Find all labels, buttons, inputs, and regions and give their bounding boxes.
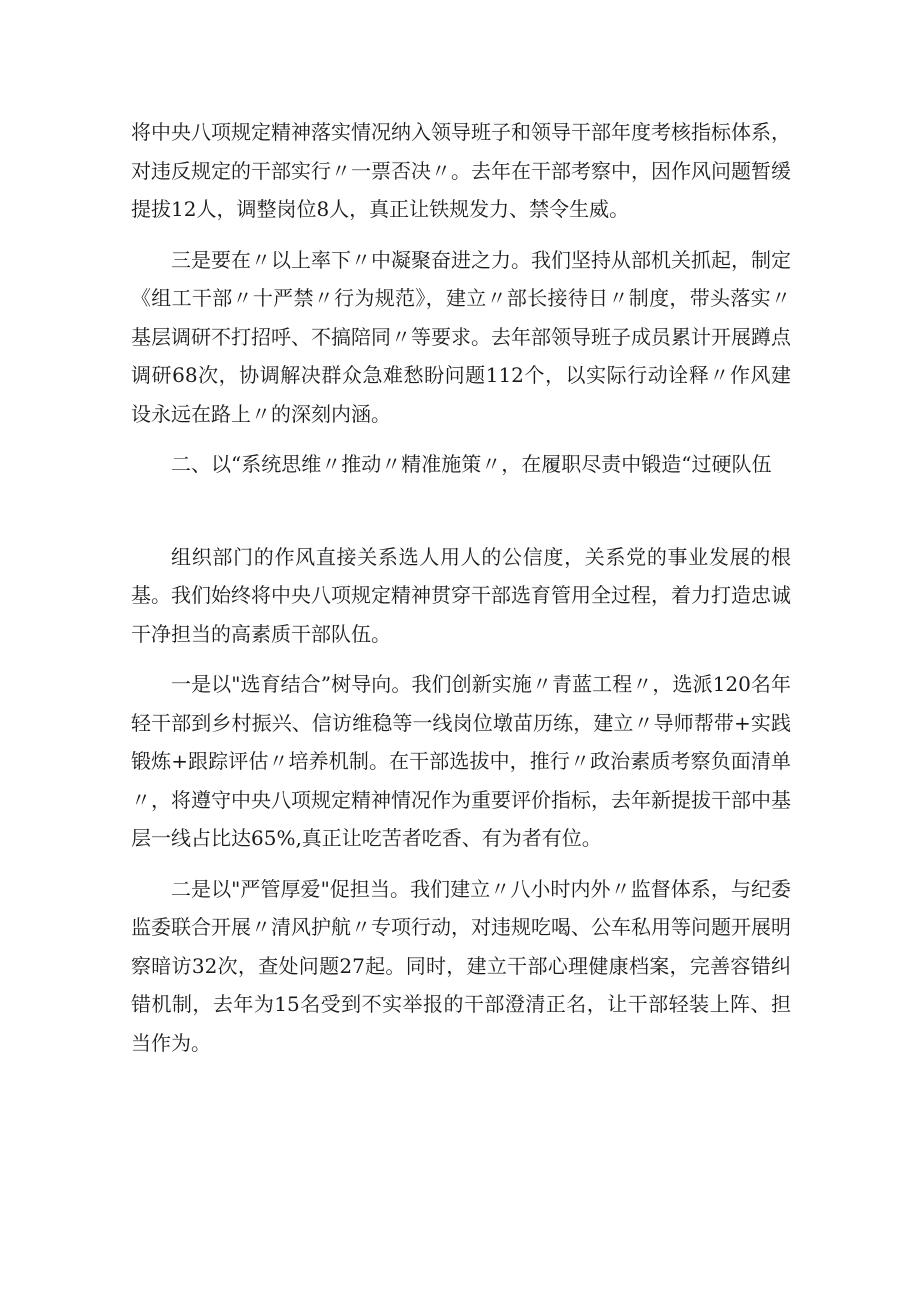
paragraph-body: 二是以"严管厚爱"促担当。我们建立〃八小时内外〃监督体系，与纪委监委联合开展〃清风护航〃专项行动，对违规吃喝、公车私用等问题开展明察暗访32次，查处问题27起。同时，建立干部心理健康档案，完善容错纠错机制，去年为15名受到不实举报的干部澄清正名，让干部轻装上阵、担当作为。 xyxy=(131,876,791,1055)
paragraph-gap xyxy=(131,433,791,445)
paragraph-body: 三是要在〃以上率下〃中凝聚奋进之力。我们坚持从部机关抓起，制定《组工干部〃十严禁〃行为规范》，建立〃部长接待日〃制度，带头落实〃基层调研不打招呼、不搞陪同〃等要求。去年部领导班子成员累计开展蹲点调研68次，协调解决群众急难愁盼问题112个，以实际行动诠释〃作风建设永远在路上〃的深刻内涵。 xyxy=(131,247,791,426)
paragraph-gap xyxy=(131,229,791,241)
paragraph-gap xyxy=(131,653,791,665)
paragraph-continuation: 将中央八项规定精神落实情况纳入领导班子和领导干部年度考核指标体系，对违反规定的干部实行〃一票否决〃。去年在干部考察中，因作风问题暂缓提拔12人，调整岗位8人，真正让铁规发力、禁令生威。 xyxy=(131,120,791,221)
paragraph-gap xyxy=(131,858,791,870)
section-heading: 二、以“系统思维〃推动〃精准施策〃，在履职尽责中锻造“过硬队伍 xyxy=(171,452,772,476)
paragraph-body: 组织部门的作风直接关系选人用人的公信度，关系党的事业发展的根基。我们始终将中央八项规定精神贯穿干部选育管用全过程，着力打造忠诚干净担当的高素质干部队伍。 xyxy=(131,544,791,646)
paragraph-body: 一是以"选育结合”树导向。我们创新实施〃青蓝工程〃，选派120名年轻干部到乡村振兴、信访维稳等一线岗位墩苗历练，建立〃导师帮带+实践锻炼+跟踪评估〃培养机制。在干部选拔中，推行〃政治素质考察负面清单〃，将遵守中央八项规定精神情况作为重要评价指标，去年新提拔干部中基层一线占比达65%,真正让吃苦者吃香、有为者有位。 xyxy=(131,672,791,850)
document-page xyxy=(131,113,791,1062)
section-gap xyxy=(131,484,791,538)
